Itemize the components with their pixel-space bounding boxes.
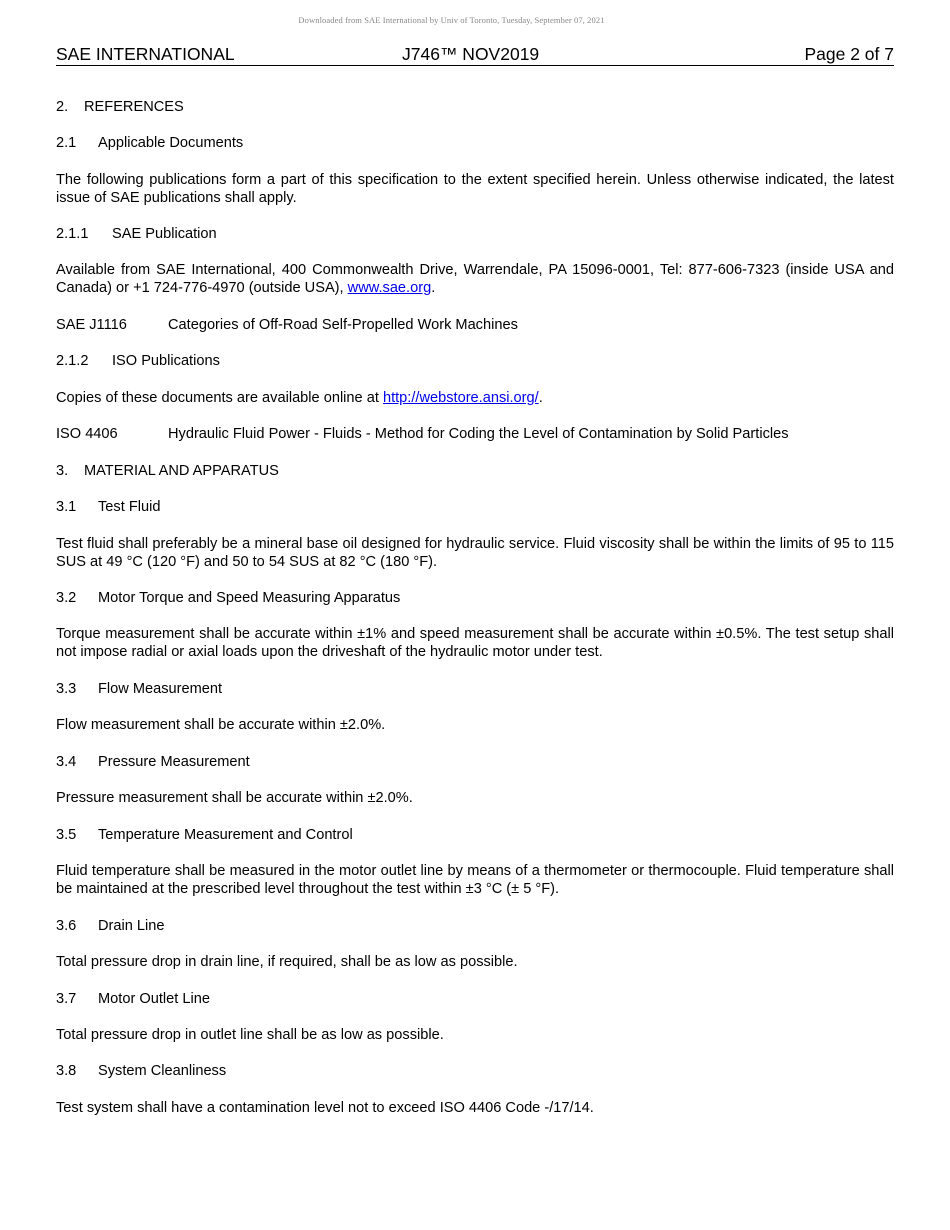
section-title: Temperature Measurement and Control <box>98 827 353 843</box>
section-title: Motor Torque and Speed Measuring Apparatus <box>98 590 401 606</box>
section-title: System Cleanliness <box>98 1063 227 1079</box>
download-note: Downloaded from SAE International by Univ of Toronto, Tuesday, September 07, 2021 <box>298 15 605 25</box>
section-number: 2.1 <box>56 135 77 151</box>
section-3-8-body: Test system shall have a contamination level not to exceed ISO 4406 Code -/17/14. <box>56 1100 594 1116</box>
section-number: 3.7 <box>56 991 77 1007</box>
body-text: Copies of these documents are available online at <box>56 390 383 406</box>
section-title: Applicable Documents <box>98 135 244 151</box>
section-title: REFERENCES <box>84 99 184 115</box>
section-3-8-heading <box>56 1062 894 1080</box>
section-2-heading <box>56 98 894 116</box>
section-2-1-2-heading <box>56 352 894 370</box>
section-title: Flow Measurement <box>98 681 223 697</box>
section-number: 3.8 <box>56 1063 77 1079</box>
section-number: 3.5 <box>56 827 77 843</box>
section-2-1-2-body <box>56 389 894 407</box>
section-3-3-heading <box>56 680 894 698</box>
reference-title: Hydraulic Fluid Power - Fluids - Method for Coding the Level of Contamination by Solid Particles <box>168 426 789 442</box>
reference-entry-iso-4406 <box>56 425 894 443</box>
body-text-end: . <box>431 280 436 296</box>
body-text: Available from SAE International, 400 Commonwealth Drive, Warrendale, PA 15096-0001, Tel: 877-606-7323 (inside USA and Canada) or +1 724-776-4970 (outside USA), <box>56 262 894 296</box>
section-number: 3.6 <box>56 918 77 934</box>
header-organization: SAE INTERNATIONAL <box>56 44 235 64</box>
section-3-heading <box>56 462 894 480</box>
section-title: Motor Outlet Line <box>98 991 210 1007</box>
section-3-3-body: Flow measurement shall be accurate within ±2.0%. <box>56 717 386 733</box>
section-title: ISO Publications <box>112 353 220 369</box>
ansi-webstore-link[interactable]: http://webstore.ansi.org/ <box>382 390 539 406</box>
section-3-6-heading <box>56 917 894 935</box>
section-3-4-body: Pressure measurement shall be accurate within ±2.0%. <box>56 790 413 806</box>
section-3-6-body: Total pressure drop in drain line, if required, shall be as low as possible. <box>56 954 518 970</box>
page-header <box>56 43 894 66</box>
section-3-4-heading <box>56 753 894 771</box>
section-3-1-body: Test fluid shall preferably be a mineral base oil designed for hydraulic service. Fluid viscosity shall be within the limits of 95 to 115 SUS at 49 °C (120 °F) and 50 to 54 SUS at 82 °C (180 °F). <box>56 536 894 570</box>
section-3-2-heading <box>56 589 894 607</box>
section-number: 3.3 <box>56 681 77 697</box>
reference-entry-sae-j1116 <box>56 316 894 334</box>
reference-id: SAE J1116 <box>56 317 127 333</box>
header-page-number: Page 2 of 7 <box>804 44 894 64</box>
section-2-1-1-heading <box>56 225 894 243</box>
reference-id: ISO 4406 <box>56 426 118 442</box>
section-number: 3.2 <box>56 590 77 606</box>
section-number: 3.4 <box>56 754 77 770</box>
section-title: Drain Line <box>98 918 165 934</box>
section-title: MATERIAL AND APPARATUS <box>84 463 279 479</box>
body-text-end: . <box>538 390 543 406</box>
section-title: Test Fluid <box>98 499 161 515</box>
section-number: 3.1 <box>56 499 77 515</box>
section-number: 3. <box>56 463 69 479</box>
section-title: Pressure Measurement <box>98 754 250 770</box>
section-3-7-heading <box>56 990 894 1008</box>
sae-website-link[interactable]: www.sae.org <box>347 280 432 296</box>
section-number: 2.1.1 <box>56 226 89 242</box>
header-document-id: J746™ NOV2019 <box>402 44 540 64</box>
section-3-7-body: Total pressure drop in outlet line shall be as low as possible. <box>56 1027 444 1043</box>
section-2-1-body: The following publications form a part of this specification to the extent specified herein. Unless otherwise indicated, the latest issue of SAE publications shall apply. <box>56 172 894 206</box>
section-3-2-body: Torque measurement shall be accurate within ±1% and speed measurement shall be accurate within ±0.5%. The test setup shall not impose radial or axial loads upon the driveshaft of the hydraulic motor under test. <box>56 626 894 660</box>
section-2-1-1-body <box>56 261 894 297</box>
reference-title: Categories of Off-Road Self-Propelled Work Machines <box>168 317 518 333</box>
section-3-1-heading <box>56 498 894 516</box>
section-2-1-heading <box>56 134 894 152</box>
section-number: 2. <box>56 99 69 115</box>
section-3-5-body: Fluid temperature shall be measured in the motor outlet line by means of a thermometer or thermocouple. Fluid temperature shall be maintained at the prescribed level throughout the test within ±3 °C (± 5 °F). <box>56 863 894 897</box>
section-title: SAE Publication <box>112 226 217 242</box>
section-3-5-heading <box>56 826 894 844</box>
section-number: 2.1.2 <box>56 353 89 369</box>
